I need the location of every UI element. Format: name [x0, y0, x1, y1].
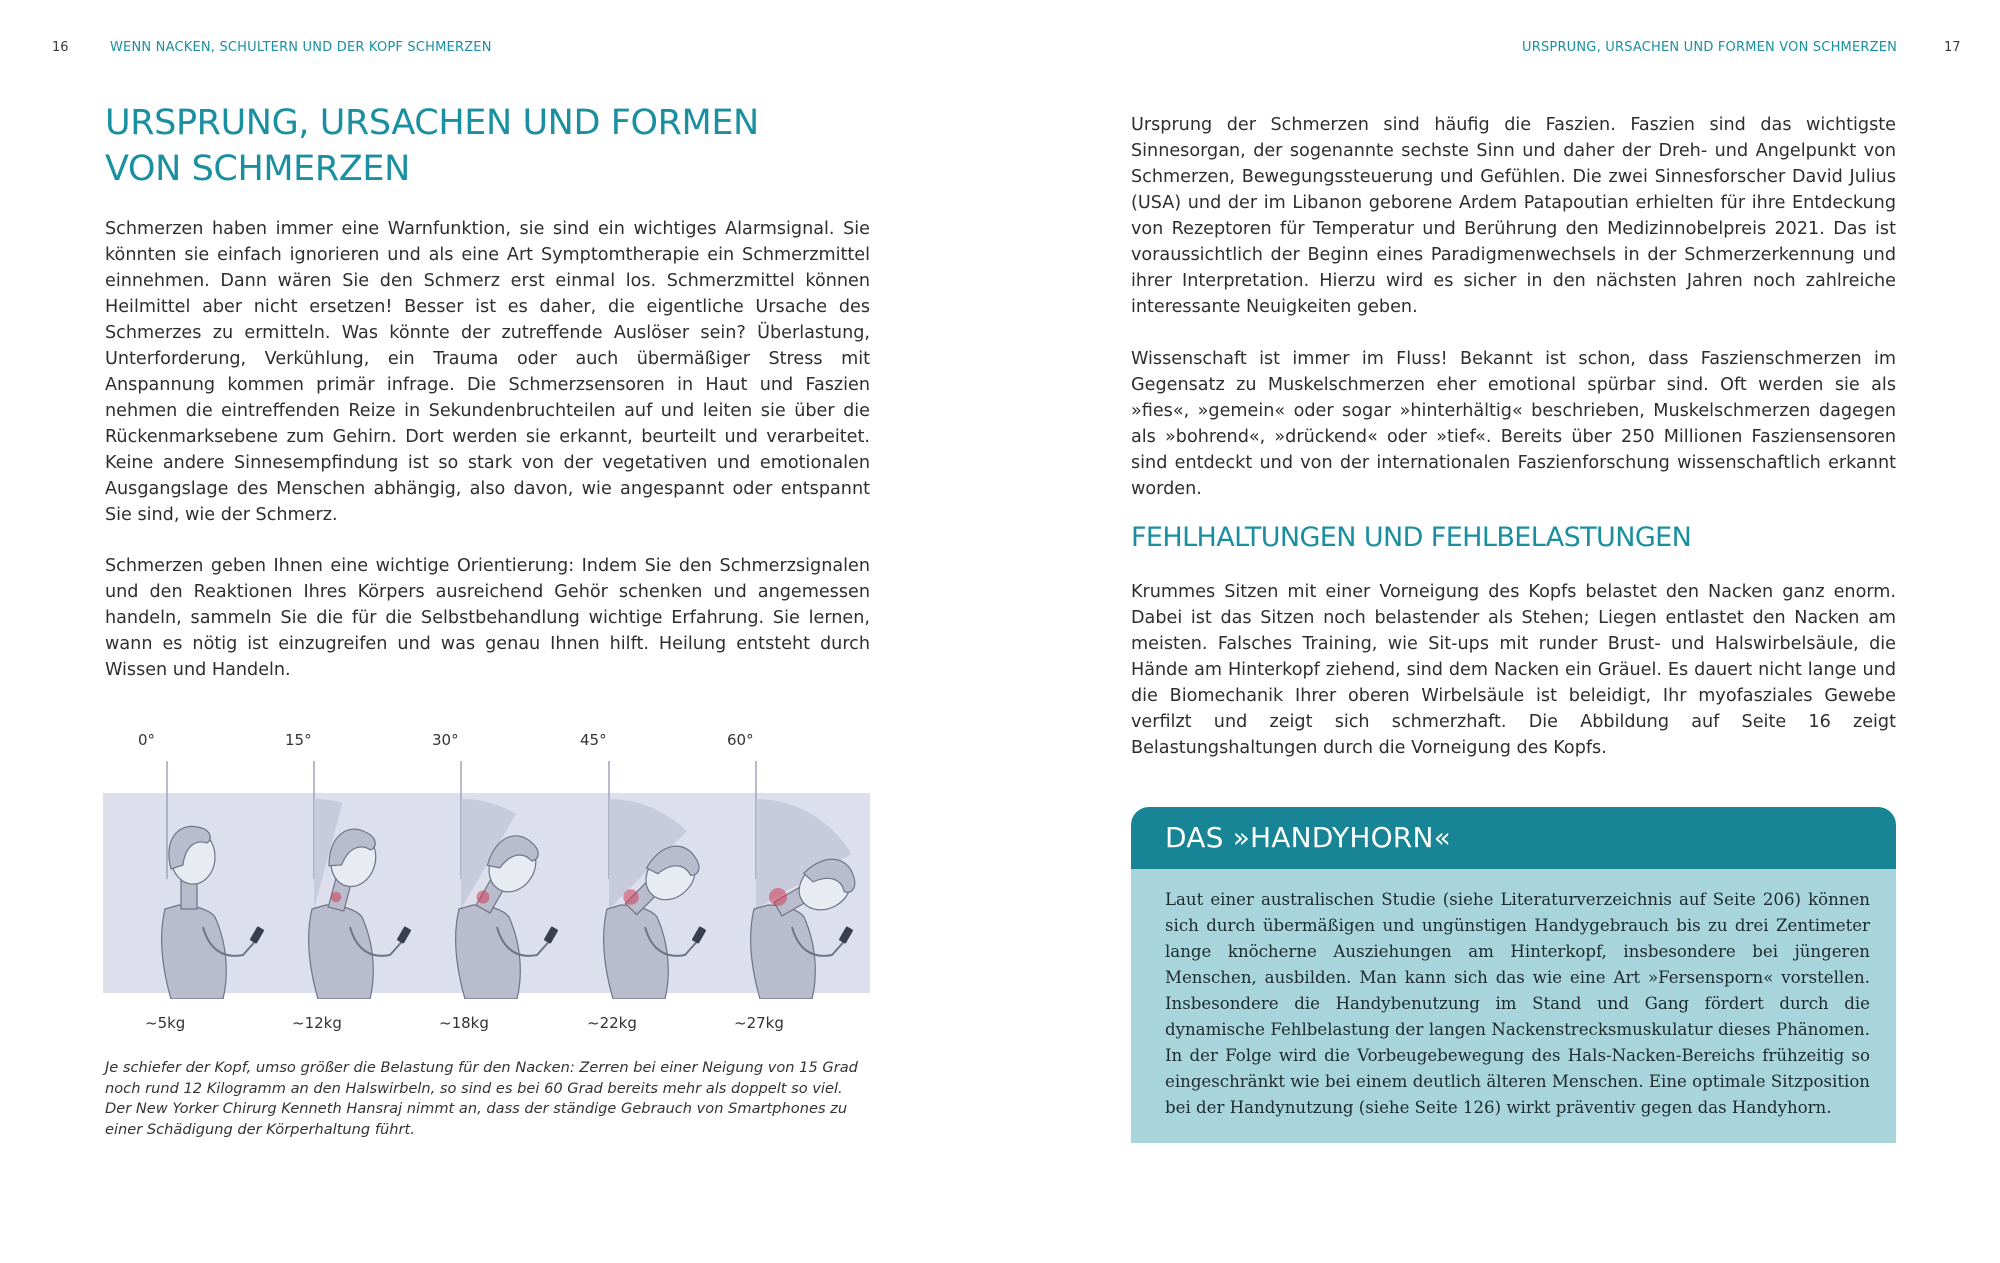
chapter-title-line2: VON SCHMERZEN: [105, 149, 410, 189]
info-box: [1131, 807, 1896, 1143]
woman-head-tilt-figure: [278, 759, 428, 999]
angle-label: 60°: [727, 731, 754, 749]
body-paragraph-4: Wissenschaft ist immer im Fluss! Bekannt ist schon, dass Faszienschmerzen im Gegensatz zu Muskelschmerzen eher emotional spürbar sind. Oft werden sie als »fies«, »gemein« oder sogar »hinterhältig« beschrieben, Muskelschmerzen dagegen als »bohrend«, »drückend« oder »tief«. Bereits über 250 Millionen Fasziensensoren sind entdeckt und von der internationalen Faszienforschung wissenschaftlich erkannt worden.: [1131, 349, 1896, 499]
torso-shape: [309, 905, 374, 999]
page-number-left: 16: [52, 40, 69, 55]
phone-shape: [397, 926, 412, 944]
woman-head-tilt-figure: [573, 759, 723, 999]
weight-label: ~18kg: [439, 1014, 489, 1032]
chapter-title: [105, 100, 865, 192]
torso-shape: [604, 905, 669, 999]
woman-head-tilt-figure: [131, 759, 281, 999]
page-number-right: 17: [1944, 40, 1961, 55]
angle-label: 0°: [138, 731, 156, 749]
body-paragraph-3: Ursprung der Schmerzen sind häufig die Faszien. Faszien sind das wichtigste Sinnesorgan, der sogenannte sechste Sinn und daher der Dreh- und Angelpunkt von Schmerzen, Bewegungssteuerung und Gefühlen. Die zwei Sinnesforscher David Julius (USA) und der im Libanon geborene Ardem Patapoutian erhielten für ihre Entdeckung von Rezeptoren für Temperatur und Berührung den Medizinnobelpreis 2021. Das ist voraussichtlich der Beginn eines Paradigmenwechsels in der Schmerzerkennung und ihrer Interpretation. Hierzu wird es sicher in den nächsten Jahren noch zahlreiche interessante Neuigkeiten geben.: [1131, 115, 1896, 317]
torso-shape: [751, 905, 816, 999]
posture-illustration: [103, 725, 870, 1045]
running-head-left: WENN NACKEN, SCHULTERN UND DER KOPF SCHMERZEN: [110, 40, 492, 55]
body-paragraph-5: Krummes Sitzen mit einer Vorneigung des Kopfs belastet den Nacken ganz enorm. Dabei ist das Sitzen noch belastender als Stehen; Liegen entlastet den Nacken am meisten. Falsches Training, wie Sit-ups mit runder Brust- und Halswirbelsäule, die Hände am Hinterkopf ziehend, sind dem Nacken ein Gräuel. Es dauert nicht lange und die Biomechanik Ihrer oberen Wirbelsäule ist beleidigt, Ihr myofasziales Gewebe verfilzt und zeigt sich schmerzhaft. Die Abbildung auf Seite 16 zeigt Belastungshaltungen durch die Vorneigung des Kopfs.: [1131, 582, 1896, 758]
angle-label: 15°: [285, 731, 312, 749]
info-box-text: Laut einer australischen Studie (siehe Literaturverzeichnis auf Seite 206) können sich durch übermäßigen und ungünstigen Handygebrauch bis zu drei Zentimeter lange knöcherne Ausziehungen am Hinterkopf, insbesondere bei jüngeren Menschen, ausbilden. Man kann sich das wie eine Art »Fersensporn« vorstellen. Insbesondere die Handybenutzung im Stand und Gang fördert durch die dynamische Fehlbelastung der langen Nackenstrecksmuskulatur dieses Phänomen. In der Folge wird die Vorbeugebewegung des Hals-Nacken-Bereichs frühzeitig so eingeschränkt wie bei einem deutlich älteren Menschen. Eine optimale Sitzposition bei der Handynutzung (siehe Seite 126) wirkt präventiv gegen das Handyhorn.: [1165, 890, 1870, 1117]
angle-label: 45°: [580, 731, 607, 749]
pain-marker: [477, 891, 490, 904]
phone-shape: [544, 926, 559, 944]
pain-marker: [331, 892, 342, 903]
body-paragraph-1: Schmerzen haben immer eine Warnfunktion, sie sind ein wichtiges Alarmsignal. Sie könnten sie einfach ignorieren und als eine Art Symptomtherapie ein Schmerzmittel einnehmen. Dann wären Sie den Schmerz erst einmal los. Schmerzmittel können Heilmittel aber nicht ersetzen! Besser ist es daher, die eigentliche Ursache des Schmerzes zu ermitteln. Was könnte der zutreffende Auslöser sein? Überlastung, Unterforderung, Verkühlung, ein Trauma oder auch übermäßiger Stress mit Anspannung kommen primär infrage. Die Schmerzsensoren in Haut und Faszien nehmen die eintreffenden Reize in Sekundenbruchteilen auf und leiten sie über die Rückenmarksebene zum Gehirn. Dort werden sie erkannt, beurteilt und verarbeitet. Keine andere Sinnesempfindung ist so stark von der vegetativen und emotionalen Ausgangslage des Menschen abhängig, also davon, wie angespannt oder entspannt Sie sind, wie der Schmerz.: [105, 219, 870, 525]
phone-shape: [692, 926, 707, 944]
body-paragraph-2: Schmerzen geben Ihnen eine wichtige Orientierung: Indem Sie den Schmerzsignalen und den Reaktionen Ihres Körpers ausreichend Gehör schenken und angemessen handeln, sammeln Sie die für die Selbstbehandlung wichtige Erfahrung. Sie lernen, wann es nötig ist einzugreifen und was genau Ihnen hilft. Heilung entsteht durch Wissen und Handeln.: [105, 556, 870, 680]
torso-shape: [456, 905, 521, 999]
info-box-title: DAS »HANDYHORN«: [1131, 807, 1896, 869]
pain-marker: [769, 888, 787, 906]
section-subheading: FEHLHALTUNGEN UND FEHLBELASTUNGEN: [1131, 522, 1692, 553]
weight-label: ~22kg: [587, 1014, 637, 1032]
weight-label: ~27kg: [734, 1014, 784, 1032]
right-page: [1000, 0, 2000, 1263]
phone-shape: [250, 926, 265, 944]
running-head-right: URSPRUNG, URSACHEN UND FORMEN VON SCHMERZEN: [1522, 40, 1898, 55]
weight-label: ~12kg: [292, 1014, 342, 1032]
weight-label: ~5kg: [145, 1014, 186, 1032]
chapter-title-line1: URSPRUNG, URSACHEN UND FORMEN: [105, 103, 759, 143]
figure-caption: Je schiefer der Kopf, umso größer die Belastung für den Nacken: Zerren bei einer Neigung von 15 Grad noch rund 12 Kilogramm an den Halswirbeln, so sind es bei 60 Grad bereits mehr als doppelt so viel. Der New Yorker Chirurg Kenneth Hansraj nimmt an, dass der ständige Gebrauch von Smartphones zu einer Schädigung der Körperhaltung führt.: [105, 1059, 858, 1138]
torso-shape: [162, 905, 227, 999]
woman-head-tilt-figure: [425, 759, 575, 999]
phone-shape: [839, 926, 854, 944]
angle-label: 30°: [432, 731, 459, 749]
head-group: [169, 826, 215, 909]
info-box-body: [1131, 869, 1896, 1143]
woman-head-tilt-figure: [720, 759, 870, 999]
pain-marker: [623, 889, 639, 905]
